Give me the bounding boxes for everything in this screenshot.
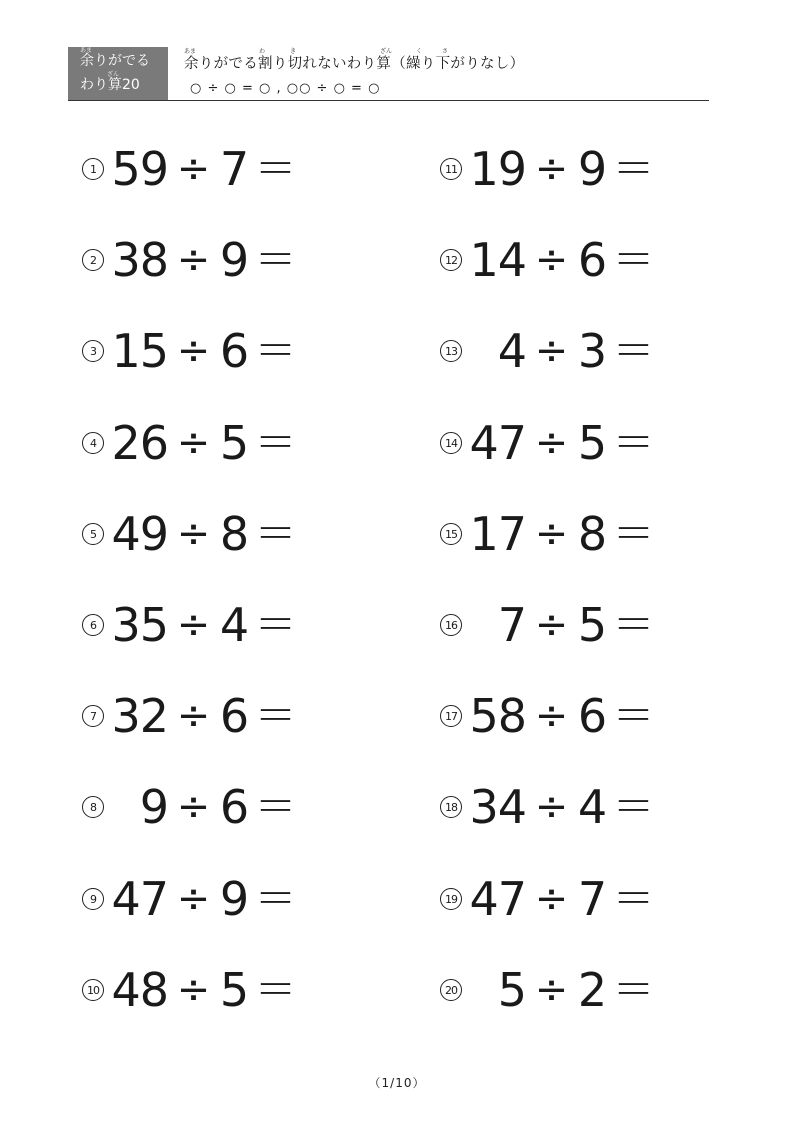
badge-title: 余りがでる	[80, 53, 150, 69]
problem-item	[440, 777, 700, 837]
equals-sign: ＝	[254, 600, 296, 649]
problem-number: 5	[82, 523, 104, 545]
problem-item	[82, 869, 342, 929]
equals-sign: ＝	[254, 144, 296, 193]
equals-sign: ＝	[254, 782, 296, 831]
equals-sign: ＝	[254, 965, 296, 1014]
equals-sign: ＝	[254, 691, 296, 740]
problem-item	[440, 869, 700, 929]
problem-number: 1	[82, 158, 104, 180]
dividend: 47	[469, 872, 526, 926]
dividend: 26	[111, 416, 168, 470]
divide-sign: ÷	[534, 967, 568, 1013]
equals-sign: ＝	[612, 691, 654, 740]
problem-item	[82, 321, 342, 381]
divide-sign: ÷	[534, 511, 568, 557]
division-expression	[108, 686, 300, 746]
dividend: 15	[111, 324, 168, 378]
dividend: 9	[139, 780, 168, 834]
divisor: 6	[577, 689, 607, 743]
dividend: 59	[111, 142, 168, 196]
divide-sign: ÷	[176, 693, 210, 739]
title-ruby: ざん	[380, 48, 393, 55]
title-ruby: く	[416, 48, 423, 55]
divide-sign: ÷	[176, 420, 210, 466]
divide-sign: ÷	[534, 328, 568, 374]
dividend: 14	[469, 233, 526, 287]
equals-sign: ＝	[612, 600, 654, 649]
dividend: 5	[497, 963, 526, 1017]
problem-number: 13	[440, 340, 462, 362]
division-expression	[108, 139, 300, 199]
problem-number: 9	[82, 888, 104, 910]
dividend: 47	[111, 872, 168, 926]
divisor: 3	[577, 324, 607, 378]
divide-sign: ÷	[534, 602, 568, 648]
equals-sign: ＝	[612, 326, 654, 375]
equals-sign: ＝	[254, 326, 296, 375]
divisor: 9	[219, 233, 249, 287]
divisor: 8	[219, 507, 249, 561]
division-expression	[108, 321, 300, 381]
problem-number: 14	[440, 432, 462, 454]
problem-item	[440, 413, 700, 473]
divisor: 4	[577, 780, 607, 834]
badge-ruby-2: ざん	[107, 71, 120, 78]
dividend: 7	[497, 598, 526, 652]
title-ruby: わ	[259, 48, 266, 55]
problem-item	[82, 504, 342, 564]
dividend: 38	[111, 233, 168, 287]
divide-sign: ÷	[534, 420, 568, 466]
problem-number: 7	[82, 705, 104, 727]
division-expression	[466, 321, 658, 381]
problem-item	[440, 139, 700, 199]
dividend: 47	[469, 416, 526, 470]
problem-item	[440, 960, 700, 1020]
equals-sign: ＝	[254, 874, 296, 923]
problem-item	[440, 230, 700, 290]
problem-number: 2	[82, 249, 104, 271]
divide-sign: ÷	[176, 784, 210, 830]
equals-sign: ＝	[612, 965, 654, 1014]
divisor: 5	[577, 598, 607, 652]
division-expression	[466, 139, 658, 199]
problem-item	[82, 777, 342, 837]
divisor: 5	[577, 416, 607, 470]
divide-sign: ÷	[176, 876, 210, 922]
equals-sign: ＝	[612, 235, 654, 284]
problem-number: 20	[440, 979, 462, 1001]
divisor: 2	[577, 963, 607, 1017]
divisor: 6	[577, 233, 607, 287]
problem-number: 11	[440, 158, 462, 180]
dividend: 49	[111, 507, 168, 561]
dividend: 17	[469, 507, 526, 561]
divisor: 8	[577, 507, 607, 561]
divide-sign: ÷	[176, 328, 210, 374]
dividend: 4	[497, 324, 526, 378]
division-expression	[466, 413, 658, 473]
divisor: 7	[577, 872, 607, 926]
problem-number: 10	[82, 979, 104, 1001]
division-expression	[108, 869, 300, 929]
divide-sign: ÷	[534, 146, 568, 192]
title-ruby: あま	[184, 48, 197, 55]
title-ruby: さ	[442, 48, 449, 55]
dividend: 35	[111, 598, 168, 652]
dividend: 58	[469, 689, 526, 743]
dividend: 32	[111, 689, 168, 743]
divide-sign: ÷	[176, 602, 210, 648]
dividend: 48	[111, 963, 168, 1017]
divide-sign: ÷	[534, 237, 568, 283]
problem-number: 3	[82, 340, 104, 362]
division-expression	[466, 869, 658, 929]
divide-sign: ÷	[534, 876, 568, 922]
problem-item	[82, 960, 342, 1020]
problem-item	[82, 686, 342, 746]
division-expression	[466, 504, 658, 564]
problem-number: 16	[440, 614, 462, 636]
problem-number: 12	[440, 249, 462, 271]
divisor: 6	[219, 780, 249, 834]
divide-sign: ÷	[534, 693, 568, 739]
division-expression	[466, 686, 658, 746]
equals-sign: ＝	[612, 509, 654, 558]
divisor: 4	[219, 598, 249, 652]
problem-item	[440, 686, 700, 746]
divisor: 5	[219, 416, 249, 470]
badge-subtitle: わり算20	[80, 77, 140, 93]
problem-number: 17	[440, 705, 462, 727]
divide-sign: ÷	[176, 511, 210, 557]
problem-number: 6	[82, 614, 104, 636]
problem-number: 15	[440, 523, 462, 545]
divisor: 6	[219, 689, 249, 743]
division-expression	[466, 777, 658, 837]
divisor: 9	[577, 142, 607, 196]
divisor: 5	[219, 963, 249, 1017]
problem-item	[82, 139, 342, 199]
equals-sign: ＝	[612, 782, 654, 831]
problem-number: 19	[440, 888, 462, 910]
division-expression	[108, 504, 300, 564]
division-expression	[108, 230, 300, 290]
page-number: （1/10）	[368, 1076, 426, 1090]
divide-sign: ÷	[176, 967, 210, 1013]
problem-item	[440, 321, 700, 381]
title-ruby: き	[290, 48, 297, 55]
equals-sign: ＝	[254, 235, 296, 284]
equals-sign: ＝	[612, 418, 654, 467]
worksheet-title: 余りがでる割り切れないわり算（繰り下がりなし）	[184, 56, 525, 72]
badge-ruby-1: あま	[80, 47, 93, 54]
problem-item	[82, 230, 342, 290]
division-expression	[108, 595, 300, 655]
divide-sign: ÷	[534, 784, 568, 830]
division-expression	[108, 960, 300, 1020]
division-expression	[466, 960, 658, 1020]
problem-item	[440, 595, 700, 655]
division-expression	[108, 777, 300, 837]
division-expression	[466, 230, 658, 290]
divide-sign: ÷	[176, 237, 210, 283]
divisor: 6	[219, 324, 249, 378]
problem-number: 8	[82, 796, 104, 818]
problem-number: 4	[82, 432, 104, 454]
dividend: 19	[469, 142, 526, 196]
division-expression	[466, 595, 658, 655]
problem-number: 18	[440, 796, 462, 818]
divisor: 7	[219, 142, 249, 196]
divisor: 9	[219, 872, 249, 926]
problem-item	[440, 504, 700, 564]
problem-item	[82, 413, 342, 473]
equals-sign: ＝	[254, 418, 296, 467]
equals-sign: ＝	[612, 144, 654, 193]
division-expression	[108, 413, 300, 473]
problem-item	[82, 595, 342, 655]
equals-sign: ＝	[612, 874, 654, 923]
worksheet-formula: ○ ÷ ○ = ○ , ○○ ÷ ○ = ○	[190, 81, 381, 96]
divide-sign: ÷	[176, 146, 210, 192]
equals-sign: ＝	[254, 509, 296, 558]
dividend: 34	[469, 780, 526, 834]
